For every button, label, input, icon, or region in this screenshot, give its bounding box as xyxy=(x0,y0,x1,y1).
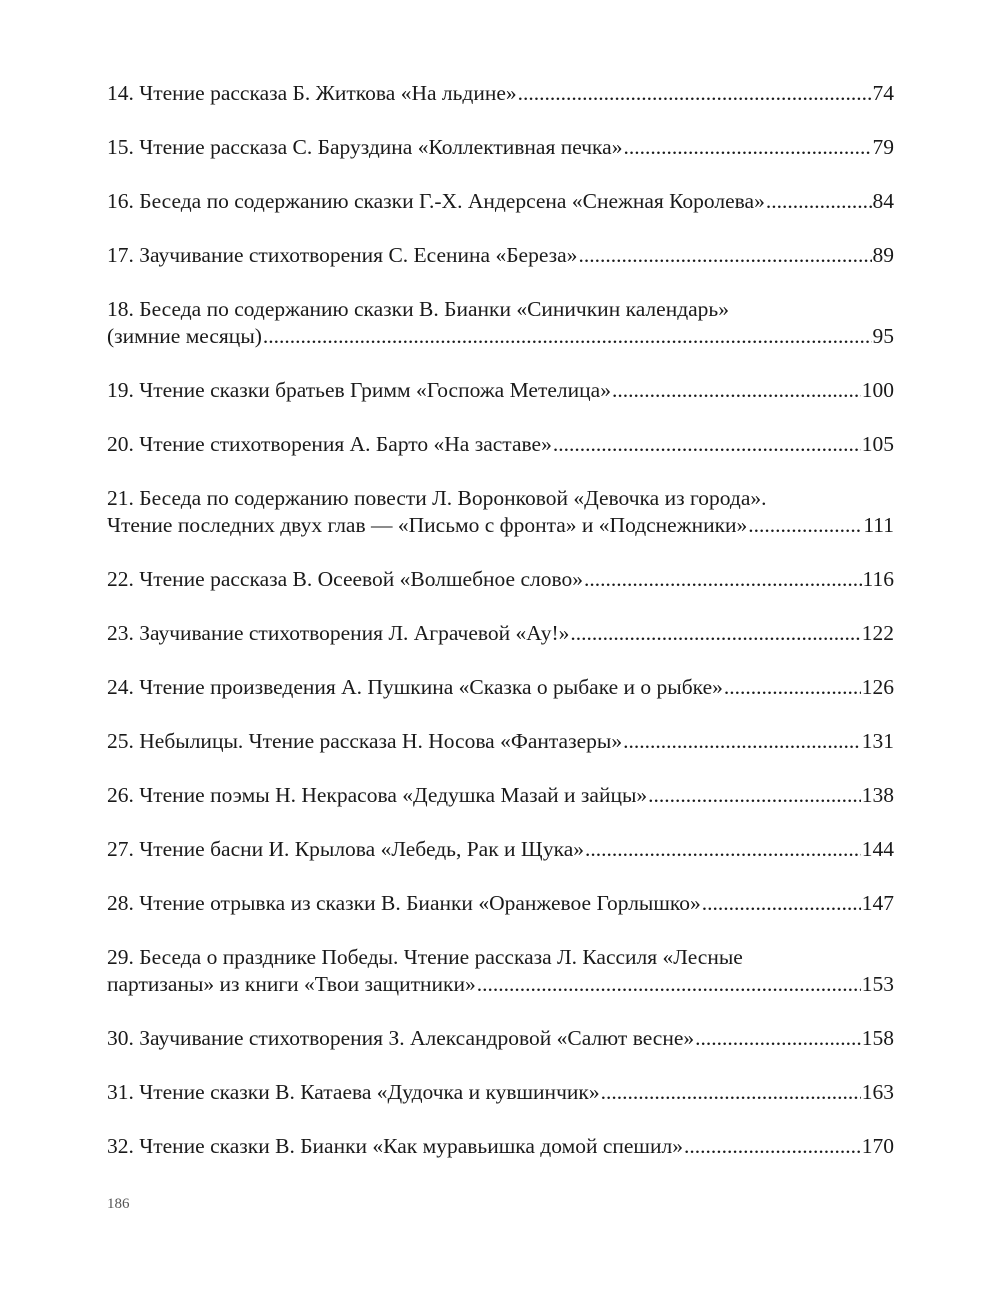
toc-entry xyxy=(107,134,894,161)
dot-leader xyxy=(601,1079,861,1106)
toc-entry-title: 27. Чтение басни И. Крылова «Лебедь, Рак и Щука» xyxy=(107,837,585,861)
toc-entry-line xyxy=(107,512,894,539)
toc-entry-title-line: 21. Беседа по содержанию повести Л. Воронковой «Девочка из города». xyxy=(107,486,767,510)
page-number: 186 xyxy=(107,1196,130,1212)
dot-leader xyxy=(570,620,860,647)
toc-entry-title-line: 29. Беседа о празднике Победы. Чтение рассказа Л. Кассиля «Лесные xyxy=(107,945,743,969)
dot-leader xyxy=(584,566,862,593)
toc-entry xyxy=(107,728,894,755)
table-of-contents xyxy=(107,80,894,1187)
toc-entry-page: 147 xyxy=(861,891,894,915)
toc-entry xyxy=(107,566,894,593)
toc-entry-title-line: 18. Беседа по содержанию сказки В. Бианки «Синичкин календарь» xyxy=(107,297,729,321)
toc-entry-title: 28. Чтение отрывка из сказки В. Бианки «Оранжевое Горлышко» xyxy=(107,891,701,915)
toc-entry xyxy=(107,890,894,917)
toc-entry-title: 23. Заучивание стихотворения Л. Аграчевой «Ау!» xyxy=(107,621,570,645)
dot-leader xyxy=(585,836,861,863)
dot-leader xyxy=(766,188,872,215)
toc-entry-page: 95 xyxy=(872,324,894,348)
toc-entry-title: 14. Чтение рассказа Б. Житкова «На льдине» xyxy=(107,81,517,105)
toc-entry xyxy=(107,620,894,647)
dot-leader xyxy=(695,1025,861,1052)
dot-leader xyxy=(578,242,871,269)
toc-entry xyxy=(107,242,894,269)
toc-entry-line xyxy=(107,80,894,107)
toc-entry-line xyxy=(107,674,894,701)
toc-entry-line xyxy=(107,836,894,863)
toc-entry-title: 30. Заучивание стихотворения З. Александровой «Салют весне» xyxy=(107,1026,695,1050)
toc-entry-title: 31. Чтение сказки В. Катаева «Дудочка и кувшинчик» xyxy=(107,1080,600,1104)
toc-entry-line xyxy=(107,1025,894,1052)
toc-entry-line xyxy=(107,431,894,458)
toc-entry-page: 84 xyxy=(872,189,894,213)
toc-entry-title: партизаны» из книги «Твои защитники» xyxy=(107,972,476,996)
toc-entry-title: 25. Небылицы. Чтение рассказа Н. Носова «Фантазеры» xyxy=(107,729,623,753)
toc-entry-line xyxy=(107,890,894,917)
toc-entry xyxy=(107,1079,894,1106)
toc-entry-page: 126 xyxy=(861,675,894,699)
toc-entry-line xyxy=(107,242,894,269)
dot-leader xyxy=(477,971,861,998)
toc-entry-line xyxy=(107,620,894,647)
toc-entry-page: 170 xyxy=(861,1134,894,1158)
toc-entry-title: Чтение последних двух глав — «Письмо с фронта» и «Подснежники» xyxy=(107,513,748,537)
toc-entry-line xyxy=(107,566,894,593)
toc-entry-title: 26. Чтение поэмы Н. Некрасова «Дедушка Мазай и зайцы» xyxy=(107,783,648,807)
dot-leader xyxy=(702,890,861,917)
toc-entry xyxy=(107,674,894,701)
toc-entry-page: 144 xyxy=(861,837,894,861)
toc-entry-page: 163 xyxy=(861,1080,894,1104)
toc-entry-line xyxy=(107,1079,894,1106)
toc-entry-title: 24. Чтение произведения А. Пушкина «Сказка о рыбаке и о рыбке» xyxy=(107,675,723,699)
dot-leader xyxy=(612,377,861,404)
toc-entry xyxy=(107,377,894,404)
toc-entry xyxy=(107,296,894,350)
toc-entry-page: 158 xyxy=(861,1026,894,1050)
toc-entry-title: 15. Чтение рассказа С. Баруздина «Коллективная печка» xyxy=(107,135,623,159)
toc-entry-line xyxy=(107,377,894,404)
toc-entry xyxy=(107,1133,894,1160)
toc-entry-line xyxy=(107,782,894,809)
dot-leader xyxy=(648,782,861,809)
toc-entry xyxy=(107,188,894,215)
dot-leader xyxy=(553,431,861,458)
toc-entry-page: 100 xyxy=(861,378,894,402)
toc-entry-page: 116 xyxy=(862,567,894,591)
toc-entry-page: 138 xyxy=(861,783,894,807)
dot-leader xyxy=(263,323,872,350)
toc-entry xyxy=(107,782,894,809)
toc-entry-title: 22. Чтение рассказа В. Осеевой «Волшебное слово» xyxy=(107,567,583,591)
toc-entry-line xyxy=(107,971,894,998)
toc-entry-title: 20. Чтение стихотворения А. Барто «На заставе» xyxy=(107,432,552,456)
toc-entry xyxy=(107,836,894,863)
toc-entry-page: 74 xyxy=(872,81,894,105)
toc-entry-title: 17. Заучивание стихотворения С. Есенина «Береза» xyxy=(107,243,578,267)
toc-entry xyxy=(107,80,894,107)
toc-entry-page: 89 xyxy=(872,243,894,267)
toc-entry-line xyxy=(107,188,894,215)
toc-entry-title: 16. Беседа по содержанию сказки Г.-Х. Андерсена «Снежная Королева» xyxy=(107,189,765,213)
toc-entry-line xyxy=(107,134,894,161)
toc-entry-page: 105 xyxy=(861,432,894,456)
toc-entry-title: 19. Чтение сказки братьев Гримм «Госпожа Метелица» xyxy=(107,378,611,402)
dot-leader xyxy=(684,1133,861,1160)
dot-leader xyxy=(623,134,871,161)
toc-entry-line xyxy=(107,728,894,755)
toc-entry-page: 153 xyxy=(861,972,894,996)
toc-entry xyxy=(107,485,894,539)
toc-entry xyxy=(107,944,894,998)
toc-entry-title: (зимние месяцы) xyxy=(107,324,262,348)
dot-leader xyxy=(518,80,872,107)
toc-entry-page: 111 xyxy=(863,513,894,537)
dot-leader xyxy=(623,728,861,755)
toc-entry xyxy=(107,431,894,458)
toc-entry xyxy=(107,1025,894,1052)
dot-leader xyxy=(748,512,862,539)
toc-entry-page: 122 xyxy=(861,621,894,645)
toc-entry-page: 79 xyxy=(872,135,894,159)
toc-entry-line xyxy=(107,323,894,350)
toc-entry-title: 32. Чтение сказки В. Бианки «Как муравьишка домой спешил» xyxy=(107,1134,683,1158)
toc-entry-line xyxy=(107,1133,894,1160)
dot-leader xyxy=(724,674,861,701)
toc-entry-page: 131 xyxy=(861,729,894,753)
